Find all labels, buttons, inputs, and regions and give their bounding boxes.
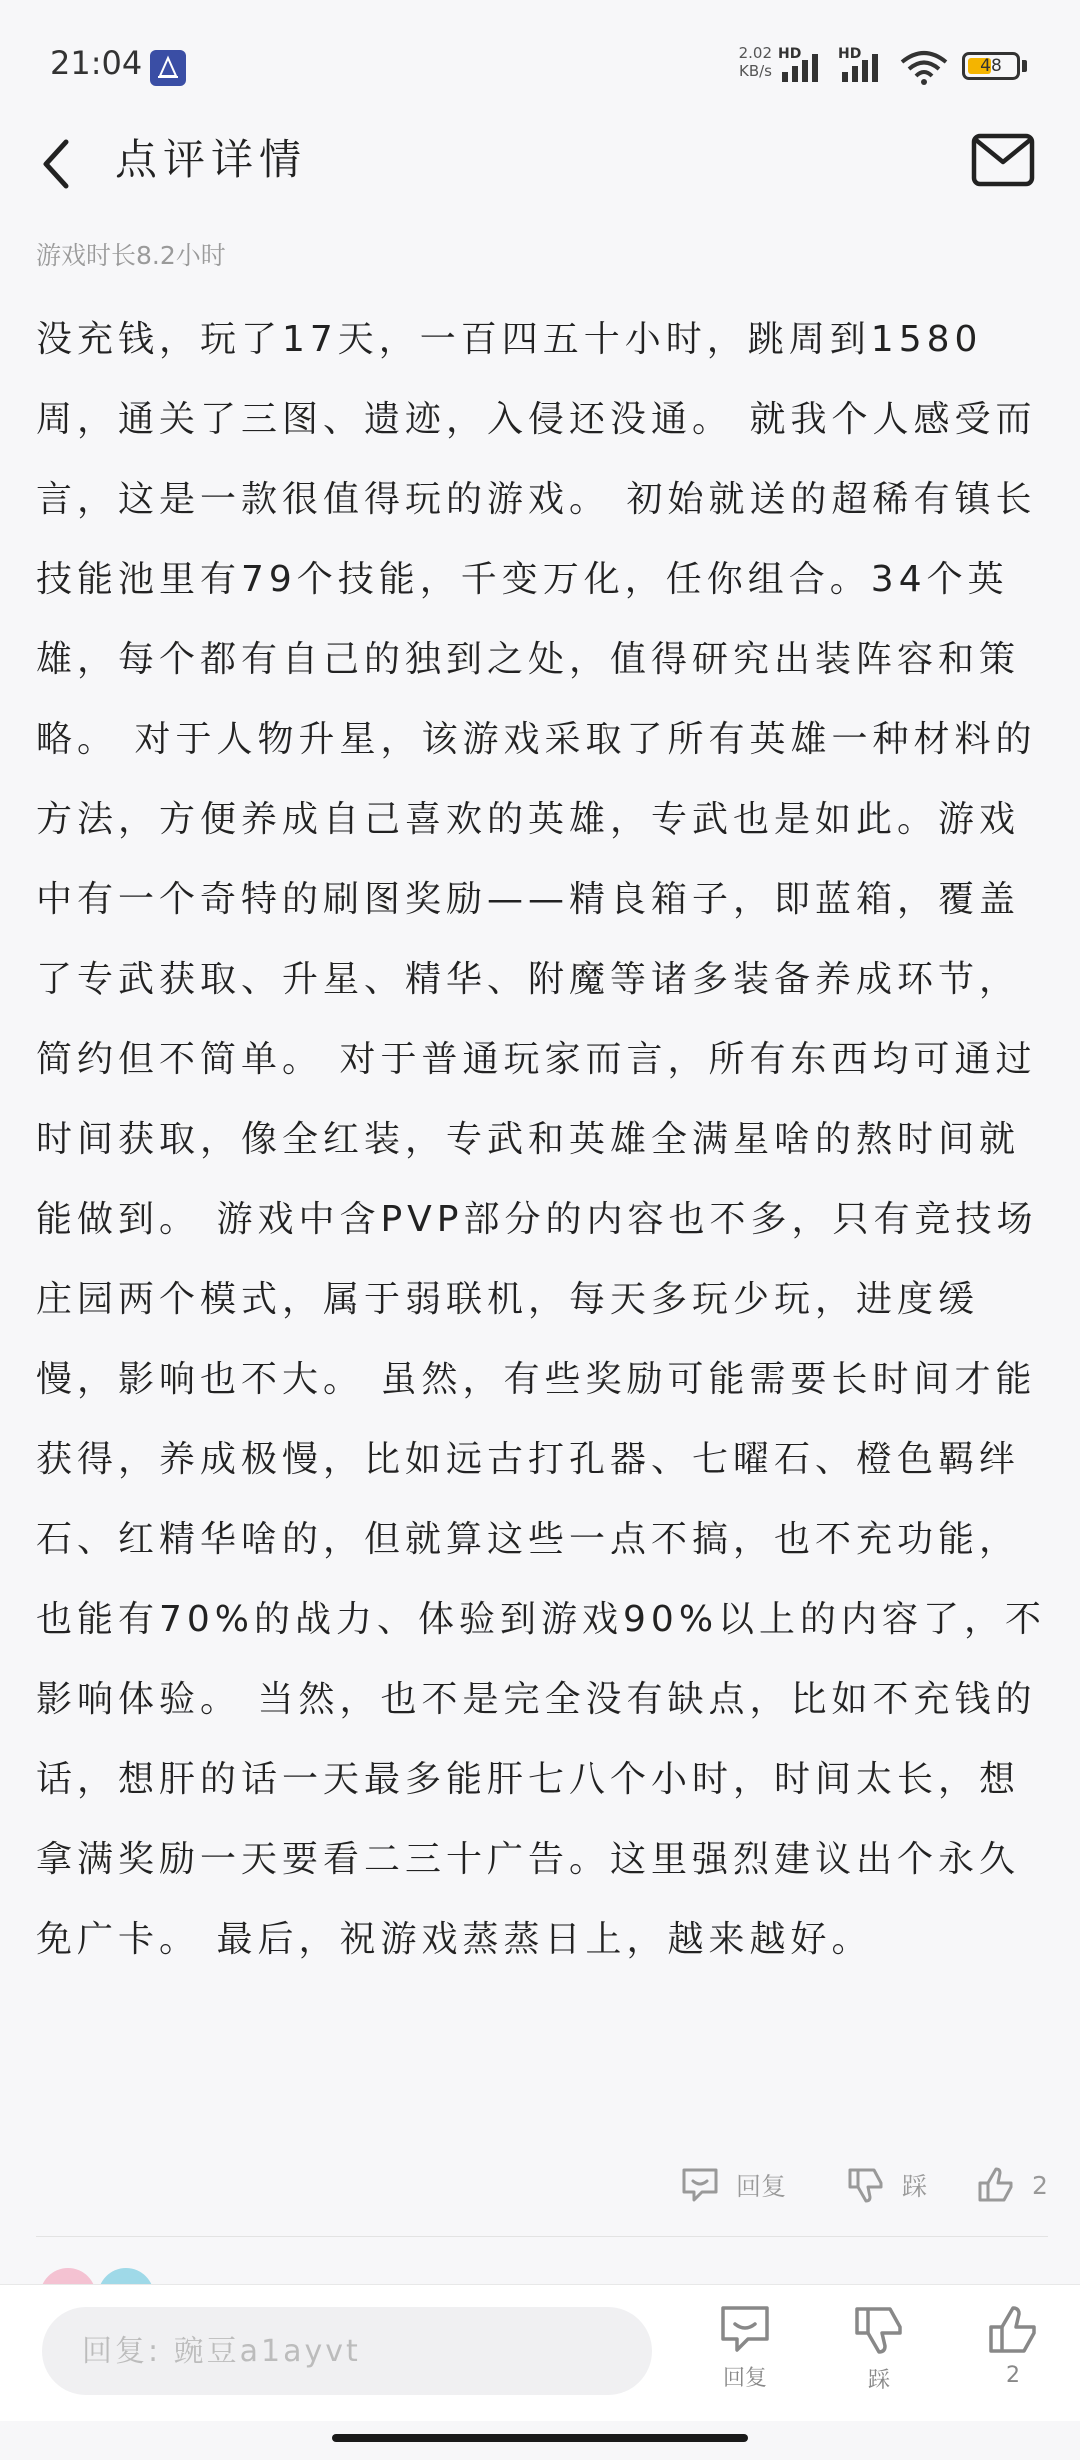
thumbs-up-icon xyxy=(986,2303,1040,2357)
divider xyxy=(36,2236,1048,2237)
dislike-action[interactable] xyxy=(846,2155,927,2215)
reply-input[interactable] xyxy=(42,2307,652,2395)
like-action[interactable] xyxy=(976,2155,1048,2215)
signal-1-icon xyxy=(778,48,826,84)
mail-icon xyxy=(970,132,1036,188)
wifi-icon xyxy=(898,50,950,86)
back-button[interactable] xyxy=(30,132,90,192)
bottom-like-count: 2 xyxy=(1006,2363,1020,2388)
app-notification-icon xyxy=(150,50,186,86)
page-title: 点评详情 xyxy=(115,135,308,184)
hd-badge: HD xyxy=(778,46,802,62)
bottom-dislike-button[interactable] xyxy=(834,2303,924,2413)
play-time: 游戏时长8.2小时 xyxy=(36,241,226,270)
review-text: 没充钱，玩了17天，一百四五十小时，跳周到1580周，通关了三图、遗迹，入侵还没通。 就我个人感受而言，这是一款很值得玩的游戏。 初始就送的超稀有镇长技能池里有79个技能，千变万化，任你组合。34个英雄，每个都有自己的独到之处，值得研究出装阵容和策略。 对于人物升星，该游戏采取了所有英雄一种材料的方法，方便养成自己喜欢的英雄，专武也是如此。游戏中有一个奇特的刷图奖励——精良箱子，即蓝箱，覆盖了专武获取、升星、精华、附魔等诸多装备养成环节，简约但不简单。 对于普通玩家而言，所有东西均可通过时间获取，像全红装，专武和英雄全满星啥的熬时间就能做到。 游戏中含PVP部分的内容也不多，只有竞技场庄园两个模式，属于弱联机，每天多玩少玩，进度缓慢，影响也不大。 虽然，有些奖励可能需要长时间才能获得，养成极慢，比如远古打孔器、七曜石、橙色羁绊石、红精华啥的，但就算这些一点不搞，也不充功能，也能有70%的战力、体验到游戏90%以上的内容了，不影响体验。 当然，也不是完全没有缺点，比如不充钱的话，想肝的话一天最多能肝七八个小时，时间太长，想拿满奖励一天要看二三十广告。这里强烈建议出个永久免广卡。 最后，祝游戏蒸蒸日上，越来越好。 xyxy=(36,319,1047,1960)
battery-level: 48 xyxy=(980,56,1002,76)
bottom-reply-label: 回复 xyxy=(722,2366,767,2391)
message-button[interactable] xyxy=(970,132,1036,188)
thumbs-down-icon xyxy=(846,2165,886,2205)
bottom-reply-button[interactable] xyxy=(700,2303,790,2413)
thumbs-down-icon xyxy=(852,2303,906,2357)
bottom-like-button[interactable] xyxy=(968,2303,1058,2413)
reply-action[interactable] xyxy=(680,2155,786,2215)
signal-2-icon xyxy=(838,48,886,84)
status-bar xyxy=(0,0,1080,130)
comment-icon xyxy=(718,2303,772,2355)
back-arrow-icon xyxy=(30,132,90,192)
thumbs-up-icon xyxy=(976,2165,1016,2205)
dislike-label: 踩 xyxy=(902,2172,928,2201)
review-actions xyxy=(0,2155,1080,2215)
battery-tip xyxy=(1022,60,1027,72)
hd-badge-2: HD xyxy=(838,46,862,62)
like-count: 2 xyxy=(1032,2170,1048,2200)
status-time: 21:04 xyxy=(50,44,143,82)
network-speed: 2.02 KB/s xyxy=(738,44,772,80)
comment-icon xyxy=(680,2166,720,2204)
bottom-reply-bar xyxy=(0,2284,1080,2421)
reply-label: 回复 xyxy=(736,2172,787,2201)
battery-icon xyxy=(962,52,1020,80)
bottom-dislike-label: 踩 xyxy=(867,2368,890,2393)
home-indicator[interactable] xyxy=(332,2434,748,2442)
top-nav xyxy=(0,120,1080,200)
